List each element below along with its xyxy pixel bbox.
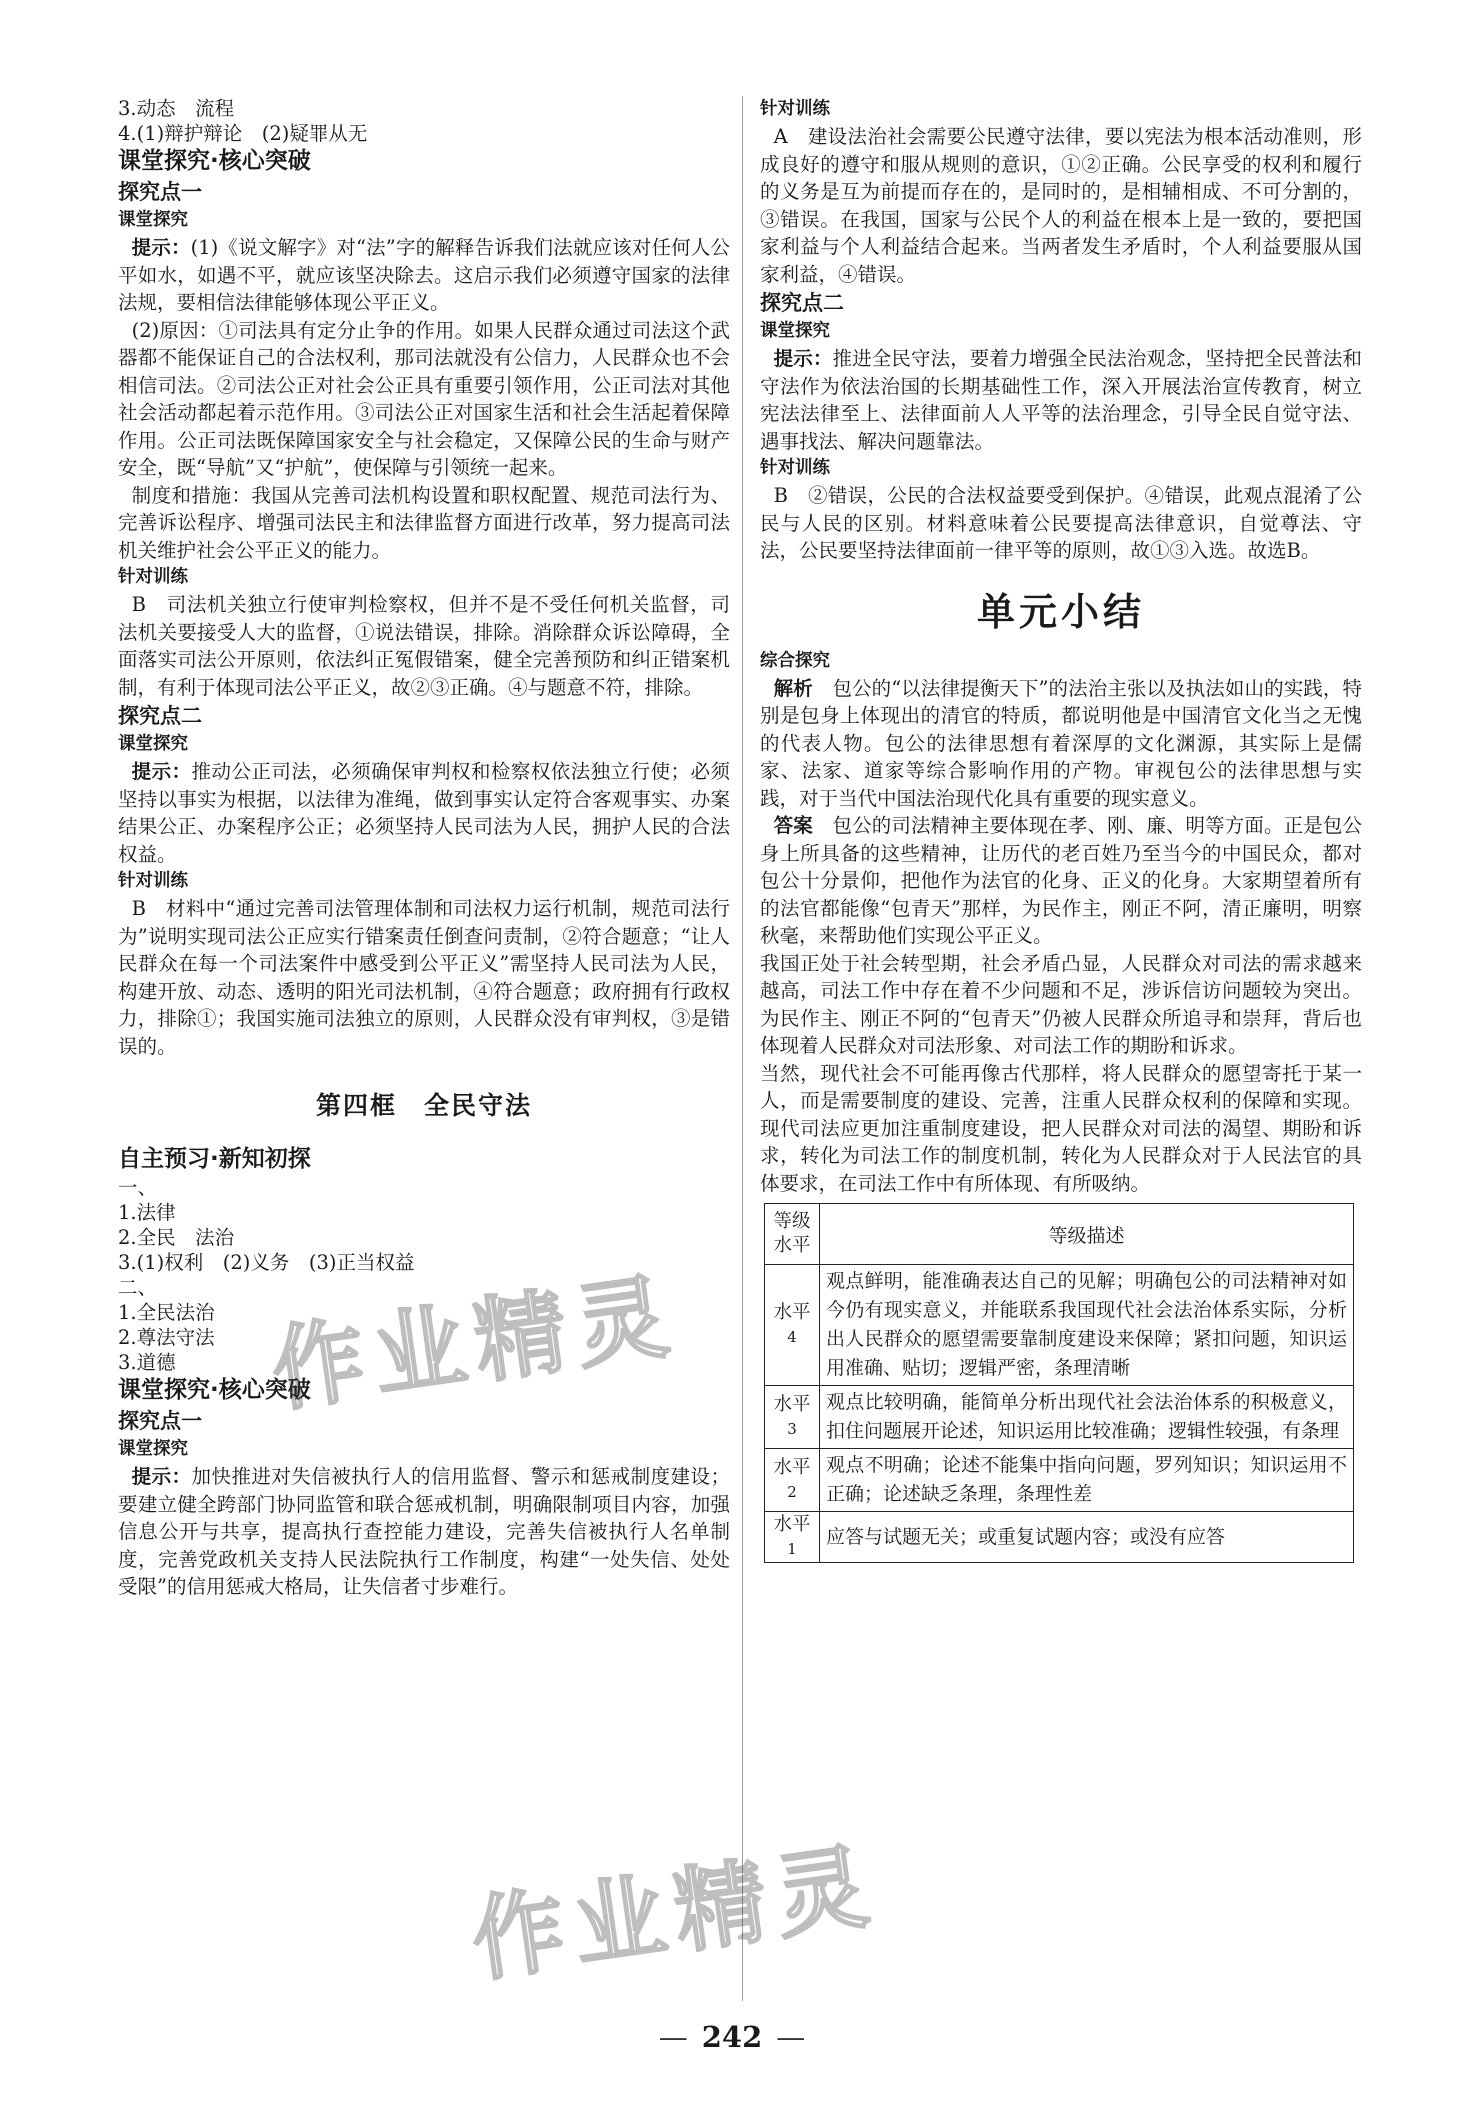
training-title: 针对训练: [118, 871, 188, 891]
table-row: [765, 1512, 1354, 1563]
right-column: [760, 96, 1362, 1563]
hint-label: 提示：: [131, 236, 191, 259]
hint-paragraph: 提示：推动公正司法，必须确保审判权和检察权依法独立行使；必须坚持以事实为根据，以法律为准绳，做到事实认定符合客观事实、办案结果公正、办案程序公正；必须坚持人民司法为人民，拥护人民的合法权益。: [118, 760, 730, 866]
answer-line: 1.全民法治: [118, 1301, 215, 1324]
analysis-label: 解析: [773, 676, 813, 700]
point-title: 探究点一: [118, 1409, 202, 1433]
answer-paragraph: 当然，现代社会不可能再像古代那样，将人民群众的愿望寄托于某一人，而是需要制度的建设、完善，注重人民群众权利的保障和实现。现代司法应更加注重制度建设，把人民群众对司法的渴望、期盼和诉求，转化为司法工作的制度机制，转化为人民群众对于人民法官的具体要求，在司法工作中有所体现、有所吸纳。: [760, 1061, 1362, 1195]
hint-paragraph: 制度和措施：我国从完善司法机构设置和职权配置、规范司法行为、完善诉讼程序、增强司法民主和法律监督方面进行改革，努力提高司法机关维护社会公平正义的能力。: [118, 483, 730, 562]
answer-label: 答案: [773, 814, 813, 837]
point-title: 探究点一: [118, 180, 202, 204]
answer-paragraph: 我国正处于社会转型期，社会矛盾凸显，人民群众对司法的需求越来越高，司法工作中存在着不少问题和不足，涉诉信访问题较为突出。为民作主、刚正不阿的“包青天”仍被人民群众所追寻和崇拜，背后也体现着人民群众对司法形象、对司法工作的期盼和诉求。: [760, 951, 1362, 1057]
training-answer: A 建设法治社会需要公民遵守法律，要以宪法为根本活动准则，形成良好的遵守和服从规则的意识，①②正确。公民享受的权利和履行的义务是互为前提而存在的，是同时的，是相辅相成、不可分割的，③错误。在我国，国家与公民个人的利益在根本上是一致的，要把国家利益与个人利益结合起来。当两者发生矛盾时，个人利益要服从国家利益，④错误。: [760, 125, 1362, 286]
answer-line: 4.(1)辩护辩论 (2)疑罪从无: [118, 122, 368, 145]
section-title: 课堂探究·核心突破: [118, 1377, 311, 1403]
table-row: [765, 1386, 1354, 1449]
hint-paragraph: 提示：(1)《说文解字》对“法”字的解释告诉我们法就应该对任何人公平如水，如遇不平，就应该坚决除去。这启示我们必须遵守国家的法律法规，要相信法律能够体现公平正义。: [118, 236, 730, 314]
table-row: [765, 1265, 1354, 1386]
header-description: 等级描述: [820, 1204, 1354, 1265]
training-answer: B ②错误，公民的合法权益要受到保护。④错误，此观点混淆了公民与人民的区别。材料意味着公民要提高法律意识，自觉尊法、守法，公民要坚持法律面前一律平等的原则，故①③入选。故选B。: [760, 484, 1362, 562]
level-cell: 水平 4: [765, 1265, 820, 1386]
answer-line: 3.(1)权利 (2)义务 (3)正当权益: [118, 1251, 415, 1274]
answer-paragraph: 答案 包公的司法精神主要体现在孝、刚、廉、明等方面。正是包公身上所具备的这些精神，让历代的老百姓乃至当今的中国民众，都对包公十分景仰，把他作为法官的化身、正义的化身。大家期望着所有的法官都能像“包青天”那样，为民作主，刚正不阿，清正廉明，明察秋毫，来帮助他们实现公平正义。: [760, 814, 1362, 947]
description-cell: 观点比较明确，能简单分析出现代社会法治体系的积极意义，扣住问题展开论述，知识运用比较准确；逻辑性较强，有条理: [820, 1386, 1354, 1449]
analysis-paragraph: 解析 包公的“以法律提衡天下”的法治主张以及执法如山的实践，特别是包身上体现出的清官的特质，都说明他是中国清官文化当之无愧的代表人物。包公的法律思想有着深厚的文化渊源，其实际上是儒家、法家、道家等综合影响作用的产物。审视包公的法律思想与实践，对于当代中国法治现代化具有重要的现实意义。: [760, 676, 1362, 810]
training-title: 针对训练: [118, 567, 188, 587]
description-cell: 应答与试题无关；或重复试题内容；或没有应答: [820, 1512, 1354, 1563]
training-answer: B 材料中“通过完善司法管理体制和司法权力运行机制，规范司法行为”说明实现司法公正应实行错案责任倒查问责制，②符合题意；“让人民群众在每一个司法案件中感受到公平正义”需坚持人民司法为人民，构建开放、动态、透明的阳光司法机制，④符合题意；政府拥有行政权力，排除①；我国实施司法独立的原则，人民群众没有审判权，③是错误的。: [118, 897, 730, 1058]
point-title: 探究点二: [118, 704, 202, 728]
unit-summary-title: 单元小结: [976, 589, 1145, 634]
subsection-title: 课堂探究: [118, 1439, 188, 1459]
table-row: [765, 1449, 1354, 1512]
answer-line: 一、: [118, 1176, 158, 1199]
answer-line: 3.动态 流程: [118, 97, 235, 120]
subsection-title: 课堂探究: [760, 321, 830, 341]
description-cell: 观点不明确；论述不能集中指向问题，罗列知识；知识运用不正确；论述缺乏条理，条理性差: [820, 1449, 1354, 1512]
section-title: 课堂探究·核心突破: [118, 148, 311, 174]
training-title: 针对训练: [760, 99, 830, 119]
frame-title: 第四框 全民守法: [315, 1091, 532, 1120]
watermark: 作业精灵: [465, 1832, 885, 1995]
watermark: 作业精灵: [265, 1262, 685, 1425]
point-title: 探究点二: [760, 291, 844, 315]
subsection-title: 课堂探究: [118, 210, 188, 230]
answer-line: 2.全民 法治: [118, 1226, 235, 1249]
hint-paragraph: 提示：加快推进对失信被执行人的信用监督、警示和惩戒制度建设；要建立健全跨部门协同监管和联合惩戒机制，明确限制项目内容，加强信息公开与共享，提高执行查控能力建设，完善失信被执行人名单制度，完善党政机关支持人民法院执行工作制度，构建“一处失信、处处受限”的信用惩戒大格局，让失信者寸步难行。: [118, 1465, 730, 1598]
training-answer: B 司法机关独立行使审判检察权，但并不是不受任何机关监督，司法机关要接受人大的监督，①说法错误，排除。消除群众诉讼障碍，全面落实司法公开原则，依法纠正冤假错案，健全完善预防和纠正错案机制，有利于体现司法公平正义，故②③正确。④与题意不符，排除。: [118, 593, 730, 699]
answer-line: 1.法律: [118, 1201, 176, 1224]
table-header-row: [765, 1204, 1354, 1265]
grading-table: [764, 1203, 1354, 1563]
answer-line: 3.道德: [118, 1351, 176, 1374]
answer-line: 2.尊法守法: [118, 1326, 215, 1349]
left-column: [118, 96, 730, 1601]
header-level: 等级水平: [765, 1204, 820, 1265]
training-title: 针对训练: [760, 458, 830, 478]
level-cell: 水平 2: [765, 1449, 820, 1512]
comprehensive-title: 综合探究: [760, 650, 830, 671]
hint-paragraph: 提示：推进全民守法，要着力增强全民法治观念，坚持把全民普法和守法作为依法治国的长期基础性工作，深入开展法治宣传教育，树立宪法法律至上、法律面前人人平等的法治理念，引导全民自觉守法、遇事找法、解决问题靠法。: [760, 347, 1362, 453]
hint-paragraph: (2)原因：①司法具有定分止争的作用。如果人民群众通过司法这个武器都不能保证自己的合法权利，那司法就没有公信力，人民群众也不会相信司法。②司法公正对社会公正具有重要引领作用，公正司法对其他社会活动都起着示范作用。③司法公正对国家生活和社会生活起着保障作用。公正司法既保障国家安全与社会稳定，又保障公民的生命与财产安全，既“导航”又“护航”，使保障与引领统一起来。: [118, 318, 730, 479]
hint-label: 提示：: [131, 760, 192, 783]
description-cell: 观点鲜明，能准确表达自己的见解；明确包公的司法精神对如今仍有现实意义，并能联系我国现代社会法治体系实际，分析出人民群众的愿望需要靠制度建设来保障；紧扣问题，知识运用准确、贴切；逻辑严密，条理清晰: [820, 1265, 1354, 1386]
page-number: — 242 —: [658, 2020, 806, 2054]
answer-line: 二、: [118, 1276, 158, 1299]
level-cell: 水平 3: [765, 1386, 820, 1449]
hint-label: 提示：: [131, 1465, 192, 1488]
hint-label: 提示：: [773, 347, 833, 370]
subsection-title: 课堂探究: [118, 734, 188, 754]
level-cell: 水平 1: [765, 1512, 820, 1563]
section-title: 自主预习·新知初探: [118, 1146, 311, 1172]
column-divider: [742, 96, 743, 2001]
